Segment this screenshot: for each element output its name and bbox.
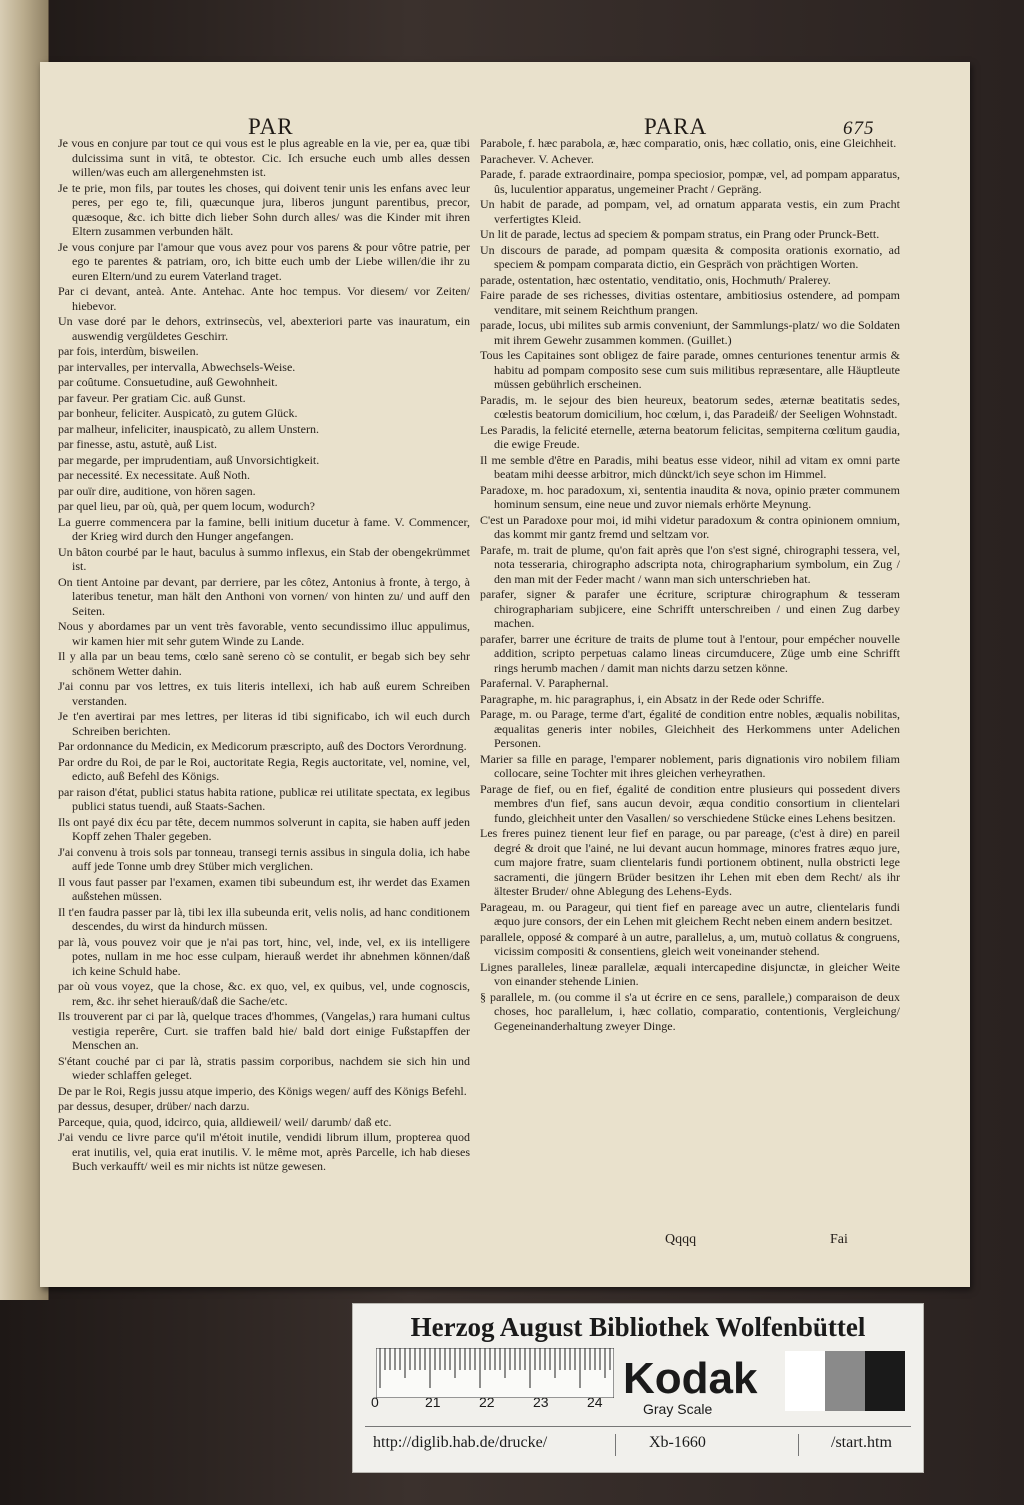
url-separator bbox=[615, 1434, 616, 1456]
dictionary-entry: J'ai connu par vos lettres, ex tuis literis intellexi, ich hab auß eurem Schreiben verstanden. bbox=[58, 679, 470, 708]
dictionary-entry: Par ordonnance du Medicin, ex Medicorum præscripto, auß des Doctors Verordnung. bbox=[58, 739, 467, 753]
dictionary-entry: La guerre commencera par la famine, belli initium ducetur à fame. V. Commencer, der Krieg wird durch den Hunger angefangen. bbox=[58, 514, 470, 543]
card-divider bbox=[365, 1426, 911, 1427]
dictionary-entry: par où vous voyez, que la chose, &c. ex quo, vel, ex quibus, vel, unde cognoscis, rem, &c. ihr sehet hierauß/daß die Sache/etc. bbox=[58, 979, 470, 1008]
dictionary-entry: Paradis, m. le sejour des bien heureux, beatorum sedes, æternæ beatitatis sedes, cœlestis beatorum domicilium, hoc cœlum, i, das Paradeiß/ der Seeligen Wohnstadt. bbox=[480, 392, 900, 421]
book-page bbox=[40, 62, 970, 1287]
dictionary-entry: Un discours de parade, ad pompam quæsita & composita orationis exornatio, ad speciem & pompam comparata dictio, ein Gespräch von prächtigen Worten. bbox=[480, 242, 900, 271]
url-separator bbox=[798, 1434, 799, 1456]
kodak-logo: Kodak bbox=[623, 1354, 758, 1403]
dictionary-entry: Parage, m. ou Parage, terme d'art, égalité de condition entre nobles, æqualis nobilitas, æqualitas generis inter nobiles, Gleichheit des Herkommens unter Adelichen Personen. bbox=[480, 707, 900, 750]
dictionary-entry: Ils trouverent par ci par là, quelque traces d'hommes, (Vangelas,) rara humani cultus vestigia reperêre, Curt. sie traffen bald hie/ bald dort einige Fußstapffen der Menschen an. bbox=[58, 1009, 470, 1052]
left-column bbox=[58, 136, 470, 1175]
dictionary-entry: Paragraphe, m. hic paragraphus, i, ein Absatz in der Rede oder Schriffe. bbox=[480, 691, 825, 706]
dictionary-entry: parafer, barrer une écriture de traits de plume tout à l'entour, pour empécher nouvelle addition, scripto perpetuas calamo lineas circumducere, Züge umb eine Schrifft rings herumb machen / damit man nichts darzu setzen könne. bbox=[480, 631, 900, 675]
dictionary-entry: Un bâton courbé par le haut, baculus à summo inflexus, ein Stab der obengekrümmet ist. bbox=[58, 544, 470, 573]
dictionary-entry: Il vous faut passer par l'examen, examen tibi subeundum est, ihr werdet das Examen außstehen müssen. bbox=[58, 874, 470, 903]
dictionary-entry: par dessus, desuper, drüber/ nach darzu. bbox=[58, 1099, 250, 1113]
dictionary-entry: Parafe, m. trait de plume, qu'on fait après que l'on s'est signé, chirographi tessera, vel, nota tesseraria, chirographo adscripta nota, chirographarium symbolum, ein Zug / den man mit der Feder macht / wann man sich unterschrieben hat. bbox=[480, 542, 900, 586]
dictionary-entry: Parceque, quia, quod, idcirco, quia, alldieweil/ weil/ darumb/ daß etc. bbox=[58, 1114, 392, 1129]
dictionary-entry: Un habit de parade, ad pompam, vel, ad ornatum apparata vestis, ein zum Pracht verfertigtes Kleid. bbox=[480, 197, 900, 226]
gray-swatch bbox=[785, 1351, 825, 1411]
shelfmark: Xb-1660 bbox=[649, 1434, 706, 1451]
ruler-label: 22 bbox=[479, 1394, 495, 1410]
dictionary-entry: § parallele, m. (ou comme il s'a ut écrire en ce sens, parallele,) comparaison de deux choses, hoc parallelum, i, hæc collatio, comparatio, contentionis, Vergleichung/ Gegeneinanderhaltung zweyer Dinge. bbox=[480, 989, 900, 1033]
ruler-label: 23 bbox=[533, 1394, 549, 1410]
measurement-ruler bbox=[376, 1348, 614, 1398]
dictionary-entry: J'ai convenu à trois sols par tonneau, transegi ternis assibus in singula dolia, ich habe auff jede Tonne umb drey Stüber mich verglichen. bbox=[58, 844, 470, 873]
dictionary-entry: par quel lieu, par où, quà, per quem locum, wodurch? bbox=[58, 499, 315, 513]
dictionary-entry: par finesse, astu, astutè, auß List. bbox=[58, 437, 217, 451]
dictionary-entry: Un vase doré par le dehors, extrinsecùs, vel, abexteriori parte vas inauratum, ein auswendig vergüldetes Geschirr. bbox=[58, 314, 470, 343]
signature-mark: Qqqq bbox=[665, 1232, 697, 1247]
dictionary-entry: par necessité. Ex necessitate. Auß Noth. bbox=[58, 468, 250, 482]
dictionary-entry: Parageau, m. ou Parageur, qui tient fief en pareage avec un autre, clientelaris fundi æquo jure consors, der ein Lehen mit gleichem Recht neben einem andern besitzet. bbox=[480, 899, 900, 928]
dictionary-entry: par malheur, infeliciter, inauspicatò, zu allem Unstern. bbox=[58, 421, 319, 436]
dictionary-entry: J'ai vendu ce livre parce qu'il m'étoit inutile, vendidi librum illum, propterea quod erat inutilis, vel, quia erat inutilis. V. le même mot, après Parcelle, ich hab dieses Buch verkaufft/ weil es mir nichts ist nütze gewesen. bbox=[58, 1130, 470, 1173]
dictionary-entry: Je vous en conjure par tout ce qui vous est le plus agreable en la vie, per ea, quæ tibi dulcissima sunt in vitâ, te obtestor. Cic. Ich ersuche euch umb alles dessen willen/was euch am allergenehmsten ist. bbox=[58, 136, 470, 179]
page-number: 675 bbox=[843, 118, 875, 139]
dictionary-entry: parade, ostentation, hæc ostentatio, venditatio, onis, Hochmuth/ Pralerey. bbox=[480, 272, 831, 287]
dictionary-entry: par coûtume. Consuetudine, auß Gewohnheit. bbox=[58, 375, 278, 389]
library-color-card bbox=[352, 1303, 924, 1473]
dictionary-entry: Parade, f. parade extraordinaire, pompa speciosior, pompæ, vel, ad pompam apparatus, ûs, luculentior apparatus, ungemeiner Pracht / Gepräng. bbox=[480, 167, 900, 196]
running-head-left: PAR bbox=[248, 114, 294, 139]
ruler-label: 24 bbox=[587, 1394, 603, 1410]
dictionary-entry: Nous y abordames par un vent très favorable, vento secundissimo illuc appulimus, wir kamen hier mit sehr gutem Winde zu Lande. bbox=[58, 619, 470, 648]
dictionary-entry: Il y alla par un beau tems, cœlo sanè sereno cò se contulit, er begab sich bey sehr schönem Wetter dahin. bbox=[58, 649, 470, 678]
right-column bbox=[480, 136, 900, 1034]
dictionary-entry: Les freres puinez tienent leur fief en parage, ou par pareage, (c'est à dire) en pareil degré & droit que l'ainé, ne lui devant aucun hommage, minores fratres æquo jure, cum majore fratre, suam clientelaris fundi portionem obtinent, nulla obstricti lege sacramenti, die jüngern Brüder besitzen ihr Lehen mit eben dem Recht/ als ihr ältester Bruder/ ohne Ablegung des Lehens-Eyds. bbox=[480, 826, 900, 898]
gray-scale-swatches bbox=[785, 1351, 905, 1411]
dictionary-entry: par ouïr dire, auditione, von hören sagen. bbox=[58, 483, 256, 498]
dictionary-entry: C'est un Paradoxe pour moi, id mihi videtur paradoxum & contra opinionem omnium, das kommt mir gantz fremd und seltzam vor. bbox=[480, 512, 900, 541]
dictionary-entry: par là, vous pouvez voir que je n'ai pas tort, hinc, vel, inde, vel, ex iis intelligere potes, nullam in me hoc esse culpam, hierauß werdet ihr abnehmen können/daß ich keine Schuld habe. bbox=[58, 934, 470, 978]
dictionary-entry: On tient Antoine par devant, par derriere, par les côtez, Antonius à fronte, à tergo, à lateribus tenetur, man hält den Anthoni von vornen/ von hinten zu/ und auff den Seiten. bbox=[58, 574, 470, 618]
dictionary-entry: S'étant couché par ci par là, stratis passim corporibus, nachdem sie sich hin und wieder schlaffen geleget. bbox=[58, 1053, 470, 1082]
running-head-center: PARA bbox=[644, 114, 708, 139]
dictionary-entry: Parafernal. V. Paraphernal. bbox=[480, 676, 609, 690]
dictionary-entry: Paradoxe, m. hoc paradoxum, xi, sententia inaudita & nova, opinio præter communem hominum sensum, eine neue und zuvor niemals erhörte Meynung. bbox=[480, 482, 900, 511]
ruler-label: 0 bbox=[371, 1394, 379, 1410]
dictionary-entry: Je te prie, mon fils, par toutes les choses, qui doivent tenir unis les enfans avec leur peres, per ego te, fili, quæcunque jura, liberos jungunt parentibus, precor, quæsoque, &c. ich bitte dich lieber Sohn durch alles/ was die Kinder mit ihren Eltern zusammen verbunden hält. bbox=[58, 180, 470, 238]
dictionary-entry: De par le Roi, Regis jussu atque imperio, des Königs wegen/ auff des Königs Befehl. bbox=[58, 1083, 467, 1098]
dictionary-entry: parafer, signer & parafer une écriture, scripturæ chirographum & tesseram chirographariam subjicere, eine Schrifft unterschreiben / und einen Zug darbey machen. bbox=[480, 587, 900, 630]
url-prefix: http://diglib.hab.de/drucke/ bbox=[373, 1434, 548, 1451]
dictionary-entry: parade, locus, ubi milites sub armis conveniunt, der Sammlungs-platz/ wo die Soldaten mit ihrem Gewehr zusammen kommen. (Guillet.) bbox=[480, 318, 900, 347]
dictionary-entry: Il me semble d'être en Paradis, mihi beatus esse videor, nihil ad vitam ex omni parte beatam mihi deesse arbitror, mich dünckt/ich seye schon im Himmel. bbox=[480, 452, 900, 481]
institution-name: Herzog August Bibliothek Wolfenbüttel bbox=[410, 1312, 866, 1342]
dictionary-entry: par intervalles, per intervalla, Abwechsels-Weise. bbox=[58, 359, 296, 374]
dictionary-entry: Parage de fief, ou en fief, égalité de condition entre plusieurs qui possedent divers membres d'un fief, sans aucun devoir, æqua conditio consortium in clientelari fundo, gleichheit unter den Vasallen/ so verschiedene Stücke eines Lehens besitzen. bbox=[480, 781, 900, 825]
dictionary-entry: Ils ont payé dix écu par tête, decem nummos solverunt in capita, sie haben auff jeden Kopff zehen Thaler gegeben. bbox=[58, 814, 470, 843]
dictionary-entry: Je vous conjure par l'amour que vous avez pour vos parens & pour vôtre patrie, per ego te parentes & patriam, oro, ich bitte euch umb der Liebe willen/die ihr zu euren Eltern/und zu eurem Vaterland traget. bbox=[58, 239, 470, 283]
dictionary-entry: Par ordre du Roi, de par le Roi, auctoritate Regia, Regis auctoritate, vel, nomine, vel, edicto, auß Befehl des Königs. bbox=[58, 754, 470, 783]
gray-scale-label: Gray Scale bbox=[643, 1401, 713, 1417]
dictionary-entry: par faveur. Per gratiam Cic. auß Gunst. bbox=[58, 390, 246, 405]
ruler-labels bbox=[371, 1394, 631, 1414]
dictionary-entry: Je t'en avertirai par mes lettres, per literas id tibi significabo, ich wil euch durch Schreiben berichten. bbox=[58, 709, 470, 738]
dictionary-entry: Lignes paralleles, lineæ parallelæ, æquali intercapedine disjunctæ, in gleicher Weite von einander stehende Linien. bbox=[480, 959, 900, 988]
ruler-label: 21 bbox=[425, 1394, 441, 1410]
dictionary-entry: Parachever. V. Achever. bbox=[480, 151, 594, 166]
dictionary-entry: Par ci devant, anteà. Ante. Antehac. Ante hoc tempus. Vor diesem/ vor Zeiten/ hiebevor. bbox=[58, 284, 470, 313]
dictionary-entry: par raison d'état, publici status habita ratione, publicæ rei utilitate spectata, ex legibus publici status tuendi, auß Staats-Sachen. bbox=[58, 784, 470, 813]
dictionary-entry: Tous les Capitaines sont obligez de faire parade, omnes centuriones tenentur armis & habitu ad pompam composito sese cum suis militibus repræsentare, alle Häuptleute müssen gebührlich erscheinen. bbox=[480, 348, 900, 391]
catchword: Fai bbox=[830, 1232, 848, 1247]
dictionary-entry: par fois, interdùm, bisweilen. bbox=[58, 344, 199, 358]
gray-swatch bbox=[825, 1351, 865, 1411]
dictionary-entry: par megarde, per imprudentiam, auß Unvorsichtigkeit. bbox=[58, 452, 320, 467]
dictionary-entry: Les Paradis, la felicité eternelle, æterna beatorum felicitas, sempiterna cœlitum gaudia, die ewige Freude. bbox=[480, 422, 900, 451]
dictionary-entry: Faire parade de ses richesses, divitias ostentare, ambitiosius ostendere, ad pompam venditare, mit seinem Reichthum prangen. bbox=[480, 288, 900, 317]
dictionary-entry: Il t'en faudra passer par là, tibi lex illa subeunda erit, velis nolis, ad hanc conditionem descendes, du wirst da hindurch müssen. bbox=[58, 904, 470, 933]
dictionary-entry: Parabole, f. hæc parabola, æ, hæc comparatio, onis, hæc collatio, onis, eine Gleichheit. bbox=[480, 136, 897, 150]
gray-swatch bbox=[865, 1351, 905, 1411]
dictionary-entry: parallele, opposé & comparé à un autre, parallelus, a, um, mutuò collatus & congruens, vicissim compositi & consentiens, gleich weit voneinander stehend. bbox=[480, 929, 900, 958]
dictionary-entry: par bonheur, feliciter. Auspicatò, zu gutem Glück. bbox=[58, 406, 298, 420]
url-suffix: /start.htm bbox=[831, 1434, 892, 1451]
dictionary-entry: Marier sa fille en parage, l'emparer noblement, paris dignationis viro nobilem filiam collocare, seine Tochter mit ihres gleichen verheyrathen. bbox=[480, 751, 900, 780]
dictionary-entry: Un lit de parade, lectus ad speciem & pompam stratus, ein Prang oder Prunck-Bett. bbox=[480, 227, 880, 241]
